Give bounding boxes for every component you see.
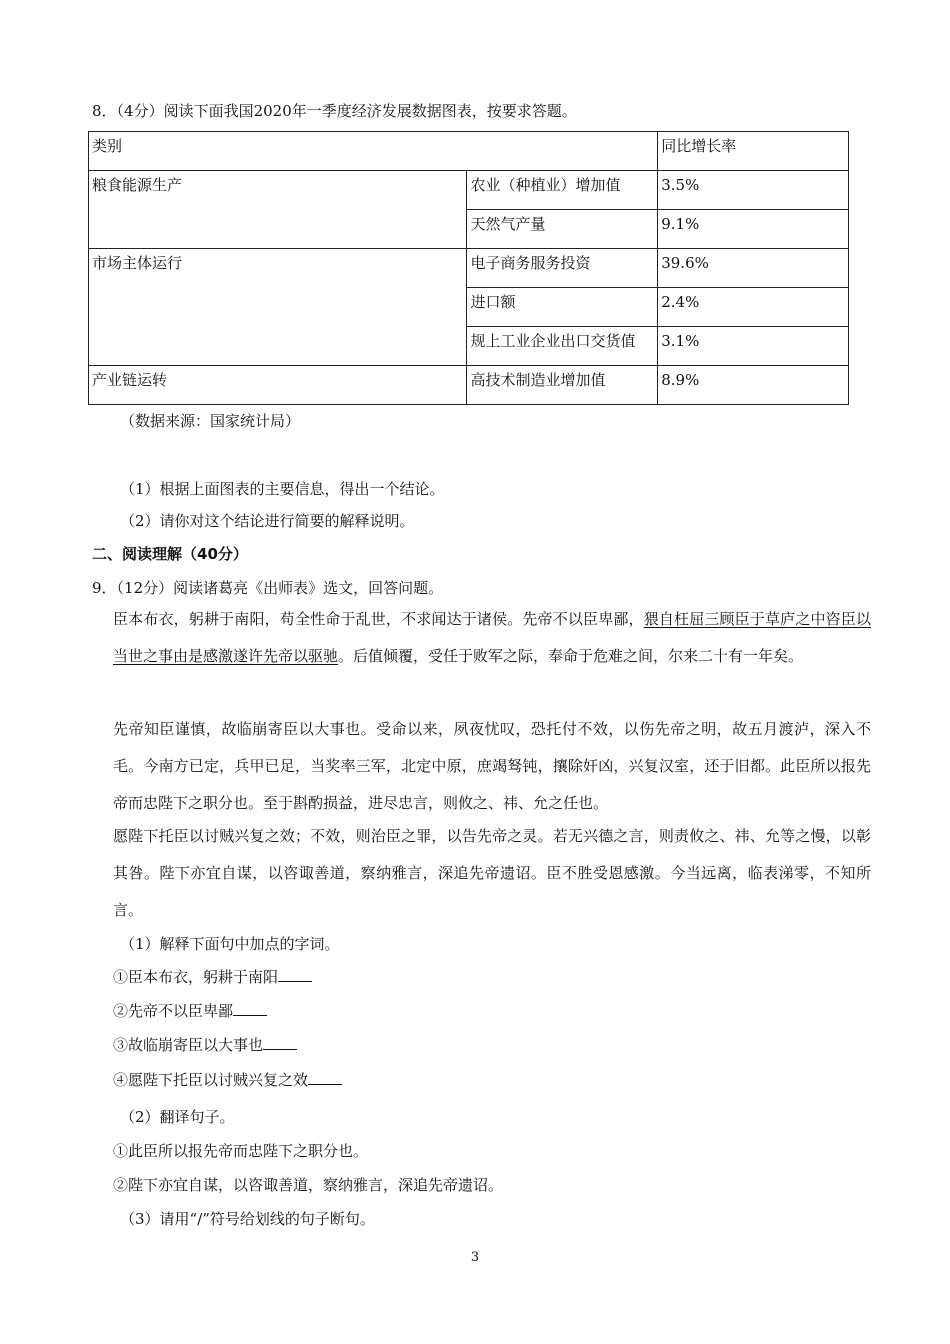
item-cell: 农业（种植业）增加值	[467, 171, 658, 210]
item-cell: 规上工业企业出口交货值	[467, 327, 658, 366]
item-text: ④愿陛下托臣以讨贼兴复之效	[113, 1071, 309, 1089]
section-heading: 二、阅读理解（40分）	[92, 545, 248, 563]
underlined-sentence: 猥自枉屈三顾臣于草庐之中咨臣以当世之事由是感激遂许先帝以驱驰	[113, 610, 871, 665]
header-rate: 同比增长率	[658, 132, 849, 171]
item-cell: 天然气产量	[467, 210, 658, 249]
group-name: 粮食能源生产	[89, 171, 467, 249]
group-name: 产业链运转	[89, 366, 467, 405]
q9-item	[113, 1000, 267, 1021]
item-text: ①臣本布衣，躬耕于南阳	[113, 968, 279, 986]
answer-blank	[278, 966, 312, 982]
item-text: ②先帝不以臣卑鄙	[113, 1002, 234, 1020]
header-category: 类别	[89, 132, 658, 171]
passage-paragraph-3: 愿陛下托臣以讨贼兴复之效；不效，则治臣之罪，以告先帝之灵。若无兴德之言，则责攸之、祎、允等之慢，以彰其咎。陛下亦宜自谋，以咨诹善道，察纳雅言，深追先帝遗诏。臣不胜受恩感激。今当远离，临表涕零，不知所言。	[113, 827, 871, 919]
answer-blank	[308, 1069, 342, 1085]
q9-sub1: （1）解释下面句中加点的字词。	[120, 935, 340, 953]
item-cell: 进口额	[467, 288, 658, 327]
passage-paragraph-1	[113, 601, 871, 675]
q9-item	[113, 1069, 342, 1090]
item-cell: 高技术制造业增加值	[467, 366, 658, 405]
data-source-note: （数据来源：国家统计局）	[120, 412, 301, 430]
page-number: 3	[470, 1250, 480, 1265]
q9-item: ②陛下亦宜自谋，以咨诹善道，察纳雅言，深追先帝遗诏。	[113, 1176, 504, 1194]
item-text: ③故临崩寄臣以大事也	[113, 1036, 264, 1054]
q9-item	[113, 1034, 297, 1055]
table-row	[89, 366, 849, 405]
rate-cell: 2.4%	[658, 288, 849, 327]
answer-blank	[263, 1034, 297, 1050]
rate-cell: 3.1%	[658, 327, 849, 366]
rate-cell: 3.5%	[658, 171, 849, 210]
passage-text: 。后值倾覆，受任于败军之际，奉命于危难之间，尔来二十有一年矣。	[338, 647, 804, 665]
answer-blank	[233, 1000, 267, 1016]
economy-data-table	[88, 131, 849, 405]
group-name: 市场主体运行	[89, 249, 467, 366]
q9-item	[113, 966, 312, 987]
q8-sub1: （1）根据上面图表的主要信息，得出一个结论。	[120, 480, 445, 498]
table-row	[89, 171, 849, 210]
rate-cell: 8.9%	[658, 366, 849, 405]
q9-sub3: （3）请用“/”符号给划线的句子断句。	[120, 1210, 375, 1228]
table-header-row	[89, 132, 849, 171]
passage-paragraph-2: 先帝知臣谨慎，故临崩寄臣以大事也。受命以来，夙夜忧叹，恐托付不效，以伤先帝之明，故五月渡泸，深入不毛。今南方已定，兵甲已足，当奖率三军，北定中原，庶竭驽钝，攘除奸凶，兴复汉室，还于旧都。此臣所以报先帝而忠陛下之职分也。至于斟酌损益，进尽忠言，则攸之、祎、允之任也。	[113, 720, 871, 812]
q9-item: ①此臣所以报先帝而忠陛下之职分也。	[113, 1142, 369, 1160]
passage-text: 臣本布衣，躬耕于南阳，苟全性命于乱世，不求闻达于诸侯。先帝不以臣卑鄙，	[113, 610, 644, 628]
q8-stem: 8．（4分）阅读下面我国2020年一季度经济发展数据图表，按要求答题。	[92, 102, 577, 120]
q9-stem: 9．（12分）阅读诸葛亮《出师表》选文，回答问题。	[92, 579, 444, 597]
q8-sub2: （2）请你对这个结论进行简要的解释说明。	[120, 512, 415, 530]
item-cell: 电子商务服务投资	[467, 249, 658, 288]
rate-cell: 39.6%	[658, 249, 849, 288]
q9-sub2: （2）翻译句子。	[120, 1108, 235, 1126]
table-row	[89, 249, 849, 288]
rate-cell: 9.1%	[658, 210, 849, 249]
